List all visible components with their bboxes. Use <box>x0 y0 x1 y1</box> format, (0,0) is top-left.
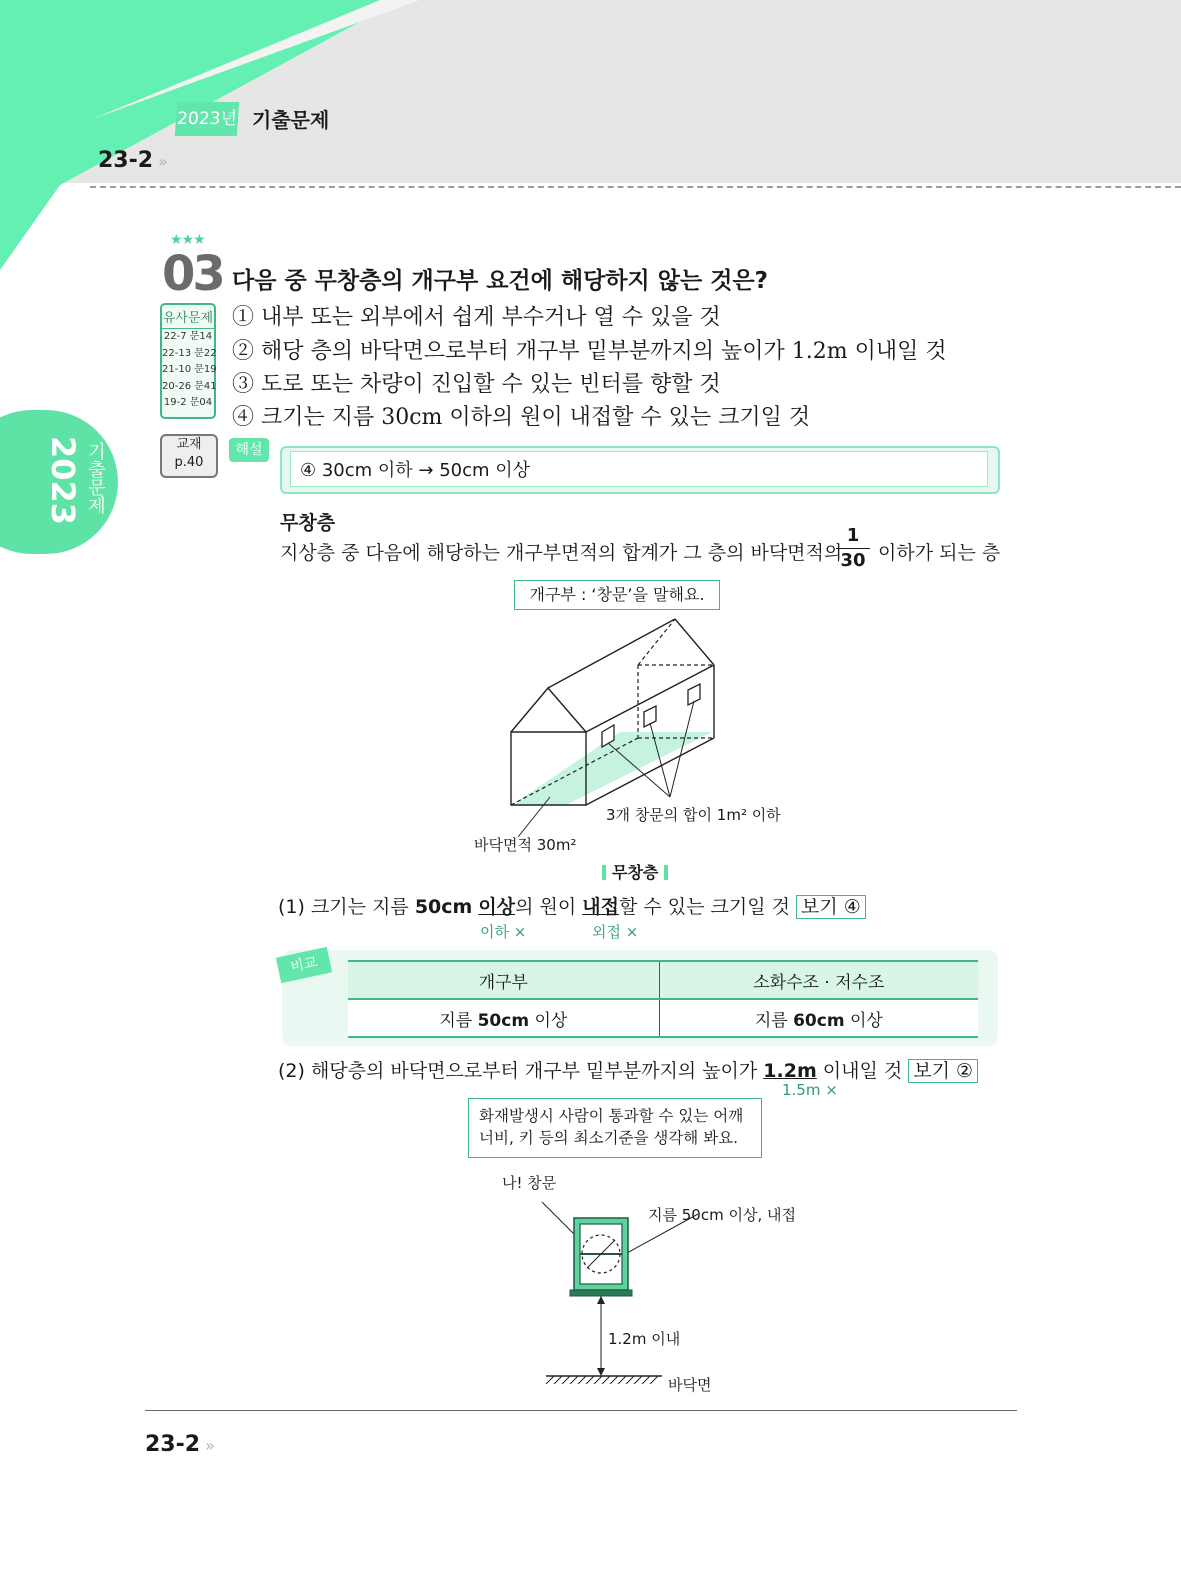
height-label: 1.2m 이내 <box>608 1330 681 1348</box>
similar-problems-box <box>160 303 216 419</box>
floor-area-label: 바닥면적 30m² <box>474 836 577 854</box>
tip-box <box>468 1098 762 1158</box>
window-label: 나! 창문 <box>502 1174 557 1192</box>
chevron-right-icon: » <box>205 1436 215 1455</box>
windows-sum-label: 3개 창문의 합이 1m² 이하 <box>606 806 781 824</box>
fraction <box>836 524 870 573</box>
figure-caption: 무창층 <box>596 860 674 883</box>
compare-table <box>348 960 978 1038</box>
requirement-2: (2) 해당층의 바닥면으로부터 개구부 밑부분까지의 높이가 1.2m 이내일 것 보기 ② <box>278 1056 978 1083</box>
definition-text: 지상층 중 다음에 해당하는 개구부면적의 합계가 그 층의 바닥면적의 <box>280 542 843 564</box>
footer-divider <box>145 1410 1017 1411</box>
answer-text: ④ 30cm 이하 → 50cm 이상 <box>300 460 531 481</box>
bogi-ref: 보기 ④ <box>796 895 866 919</box>
tip-line: 너비, 키 등의 최소기준을 생각해 봐요. <box>479 1129 739 1147</box>
similar-problem-item: 20-26 문41 <box>162 380 217 392</box>
table-cell: 지름 50cm 이상 <box>348 999 659 1037</box>
table-header: 소화수조 · 저수조 <box>659 961 978 999</box>
option-4: ④ 크기는 지름 30cm 이하의 원이 내접할 수 있는 크기일 것 <box>232 405 811 430</box>
similar-problem-item: 21-10 문19 <box>162 364 217 375</box>
option-1: ① 내부 또는 외부에서 쉽게 부수거나 열 수 있을 것 <box>232 305 721 330</box>
side-tab-year: 2023 <box>44 436 82 526</box>
textbook-label: 교재 <box>176 437 202 452</box>
option-3: ③ 도로 또는 차량이 진입할 수 있는 빈터를 향할 것 <box>232 372 721 397</box>
textbook-page: p.40 <box>174 455 204 470</box>
definition-tail: 이하가 되는 층 <box>878 542 1001 564</box>
similar-problem-item: 22-7 문14 <box>163 331 213 342</box>
correction-note: 외접 × <box>592 923 639 941</box>
floor-label: 바닥면 <box>668 1376 712 1394</box>
year-badge: 2023년 <box>175 102 239 136</box>
circle-label: 지름 50cm 이상, 내접 <box>648 1206 796 1224</box>
similar-problems-title: 유사문제 <box>162 305 214 329</box>
section-title: 무창층 <box>280 512 336 534</box>
fraction-denominator: 30 <box>840 550 866 571</box>
explanation-badge: 해설 <box>229 438 269 462</box>
footer-page-code: 23-2 <box>145 1432 201 1457</box>
header-page-code-group <box>98 148 168 173</box>
chevron-right-icon: » <box>158 152 168 171</box>
header-page-code: 23-2 <box>98 148 154 173</box>
footer-page-code-group <box>145 1432 215 1457</box>
similar-problem-item: 19-2 문04 <box>163 397 213 408</box>
note-box: 개구부 : ‘창문’을 말해요. <box>514 580 720 610</box>
header-divider <box>90 186 1181 188</box>
side-tab-label: 기출문제 <box>85 442 106 514</box>
similar-problem-item: 22-13 문22 <box>162 347 217 359</box>
textbook-ref-box <box>160 434 218 478</box>
question-text: 다음 중 무창층의 개구부 요건에 해당하지 않는 것은? <box>232 268 768 294</box>
option-2: ② 해당 층의 바닥면으로부터 개구부 밑부분까지의 높이가 1.2m 이내일 것 <box>232 339 947 364</box>
correction-note: 1.5m × <box>782 1081 838 1099</box>
table-cell: 지름 60cm 이상 <box>659 999 978 1037</box>
correction-note: 이하 × <box>480 923 527 941</box>
table-header: 개구부 <box>348 961 659 999</box>
question-number: 03 <box>162 246 223 302</box>
difficulty-stars-icon: ★★★ <box>170 232 205 248</box>
header-title: 기출문제 <box>252 108 330 132</box>
compare-tag: 비교 <box>276 947 332 983</box>
bogi-ref: 보기 ② <box>908 1059 978 1083</box>
tip-line: 화재발생시 사람이 통과할 수 있는 어깨 <box>479 1107 744 1125</box>
fraction-numerator: 1 <box>836 524 870 549</box>
requirement-1: (1) 크기는 지름 50cm 이상의 원이 내접할 수 있는 크기일 것 보기 ④ <box>278 892 866 919</box>
